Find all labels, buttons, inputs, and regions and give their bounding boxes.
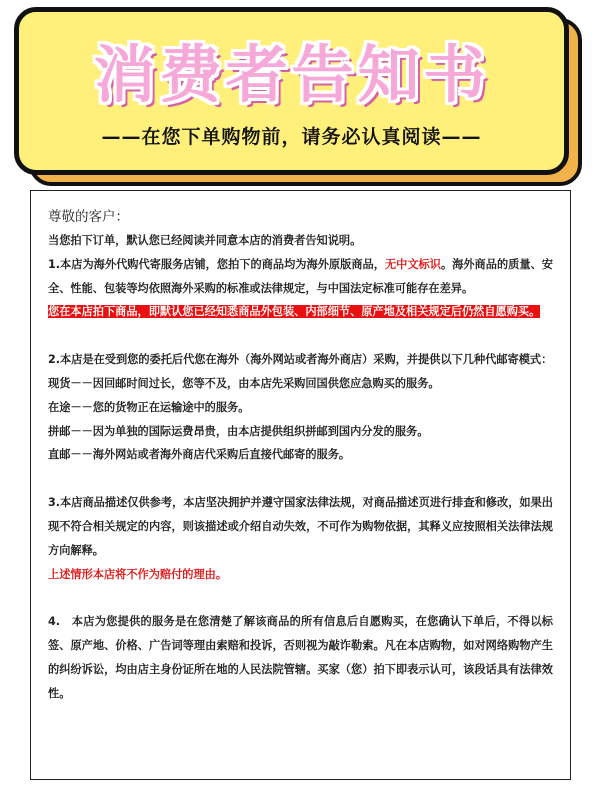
- intro-text: 当您拍下订单，默认您已经阅读并同意本店的消费者告知说明。: [48, 234, 362, 247]
- greeting: 尊敬的客户：: [48, 209, 129, 225]
- spacer: [48, 467, 553, 491]
- header-banner: [14, 7, 569, 175]
- spacer: [48, 586, 553, 610]
- banner-title: 消费者告知书: [93, 38, 490, 111]
- section-1-text-b: 。海外商品的质量、安全、性能、包装等均依照海外采购的标准或法律规定，与中国法定标准可能存在差异。: [48, 257, 553, 295]
- section-1-text-a: 1.本店为海外代购代寄服务店铺，您拍下的商品均为海外原版商品，: [48, 257, 385, 271]
- section-4: 4. 本店为您提供的服务是在您清楚了解该商品的所有信息后自愿购买，在您确认下单后，不得以标签、原产地、价格、广告词等理由索赔和投诉，否则视为敲诈勒索。凡在本店购物，如对网络购物产生的纠纷诉讼，均由店主身份证所在地的人民法院管辖。买家（您）拍下即表示认可，该段话具有法律效性。: [48, 615, 553, 700]
- section-1-highlight: [48, 300, 553, 324]
- no-chinese-label-warning: 无中文标识: [384, 257, 441, 271]
- highlighted-consent-text: 您在本店拍下商品，即默认您已经知悉商品外包装、内部细节、原产地及相关规定后仍然自愿购买。: [48, 305, 541, 319]
- mode-item: 在途－－您的货物正在运输途中的服务。: [48, 400, 250, 414]
- mode-item: 拼邮－－因为单独的国际运费昂贵，由本店提供组织拼邮到国内分发的服务。: [48, 424, 429, 438]
- mode-item: 直邮－－海外网站或者海外商店代采购后直接代邮寄的服务。: [48, 448, 351, 462]
- mode-item: 现货－－因回邮时间过长，您等不及，由本店先采购回国供您应急购买的服务。: [48, 376, 440, 390]
- section-3: 3.本店商品描述仅供参考，本店坚决拥护并遵守国家法律法规，对商品描述页进行排查和修改，如果出现不符合相关规定的内容，则该描述或介绍自动失效，不可作为购物依据，其释义应按照相关法律法规方向解释。: [48, 496, 553, 557]
- notice-content: [48, 205, 553, 706]
- banner-subtitle: ——在您下单购物前，请务必认真阅读——: [101, 126, 482, 148]
- section-1: [48, 253, 553, 301]
- section-3-red-note: 上述情形本店将不作为赔付的理由。: [48, 567, 228, 581]
- section-2-intro: 2.本店是在受到您的委托后代您在海外（海外网站或者海外商店）采购，并提供以下几种代邮寄模式：: [48, 353, 553, 367]
- spacer: [48, 324, 553, 348]
